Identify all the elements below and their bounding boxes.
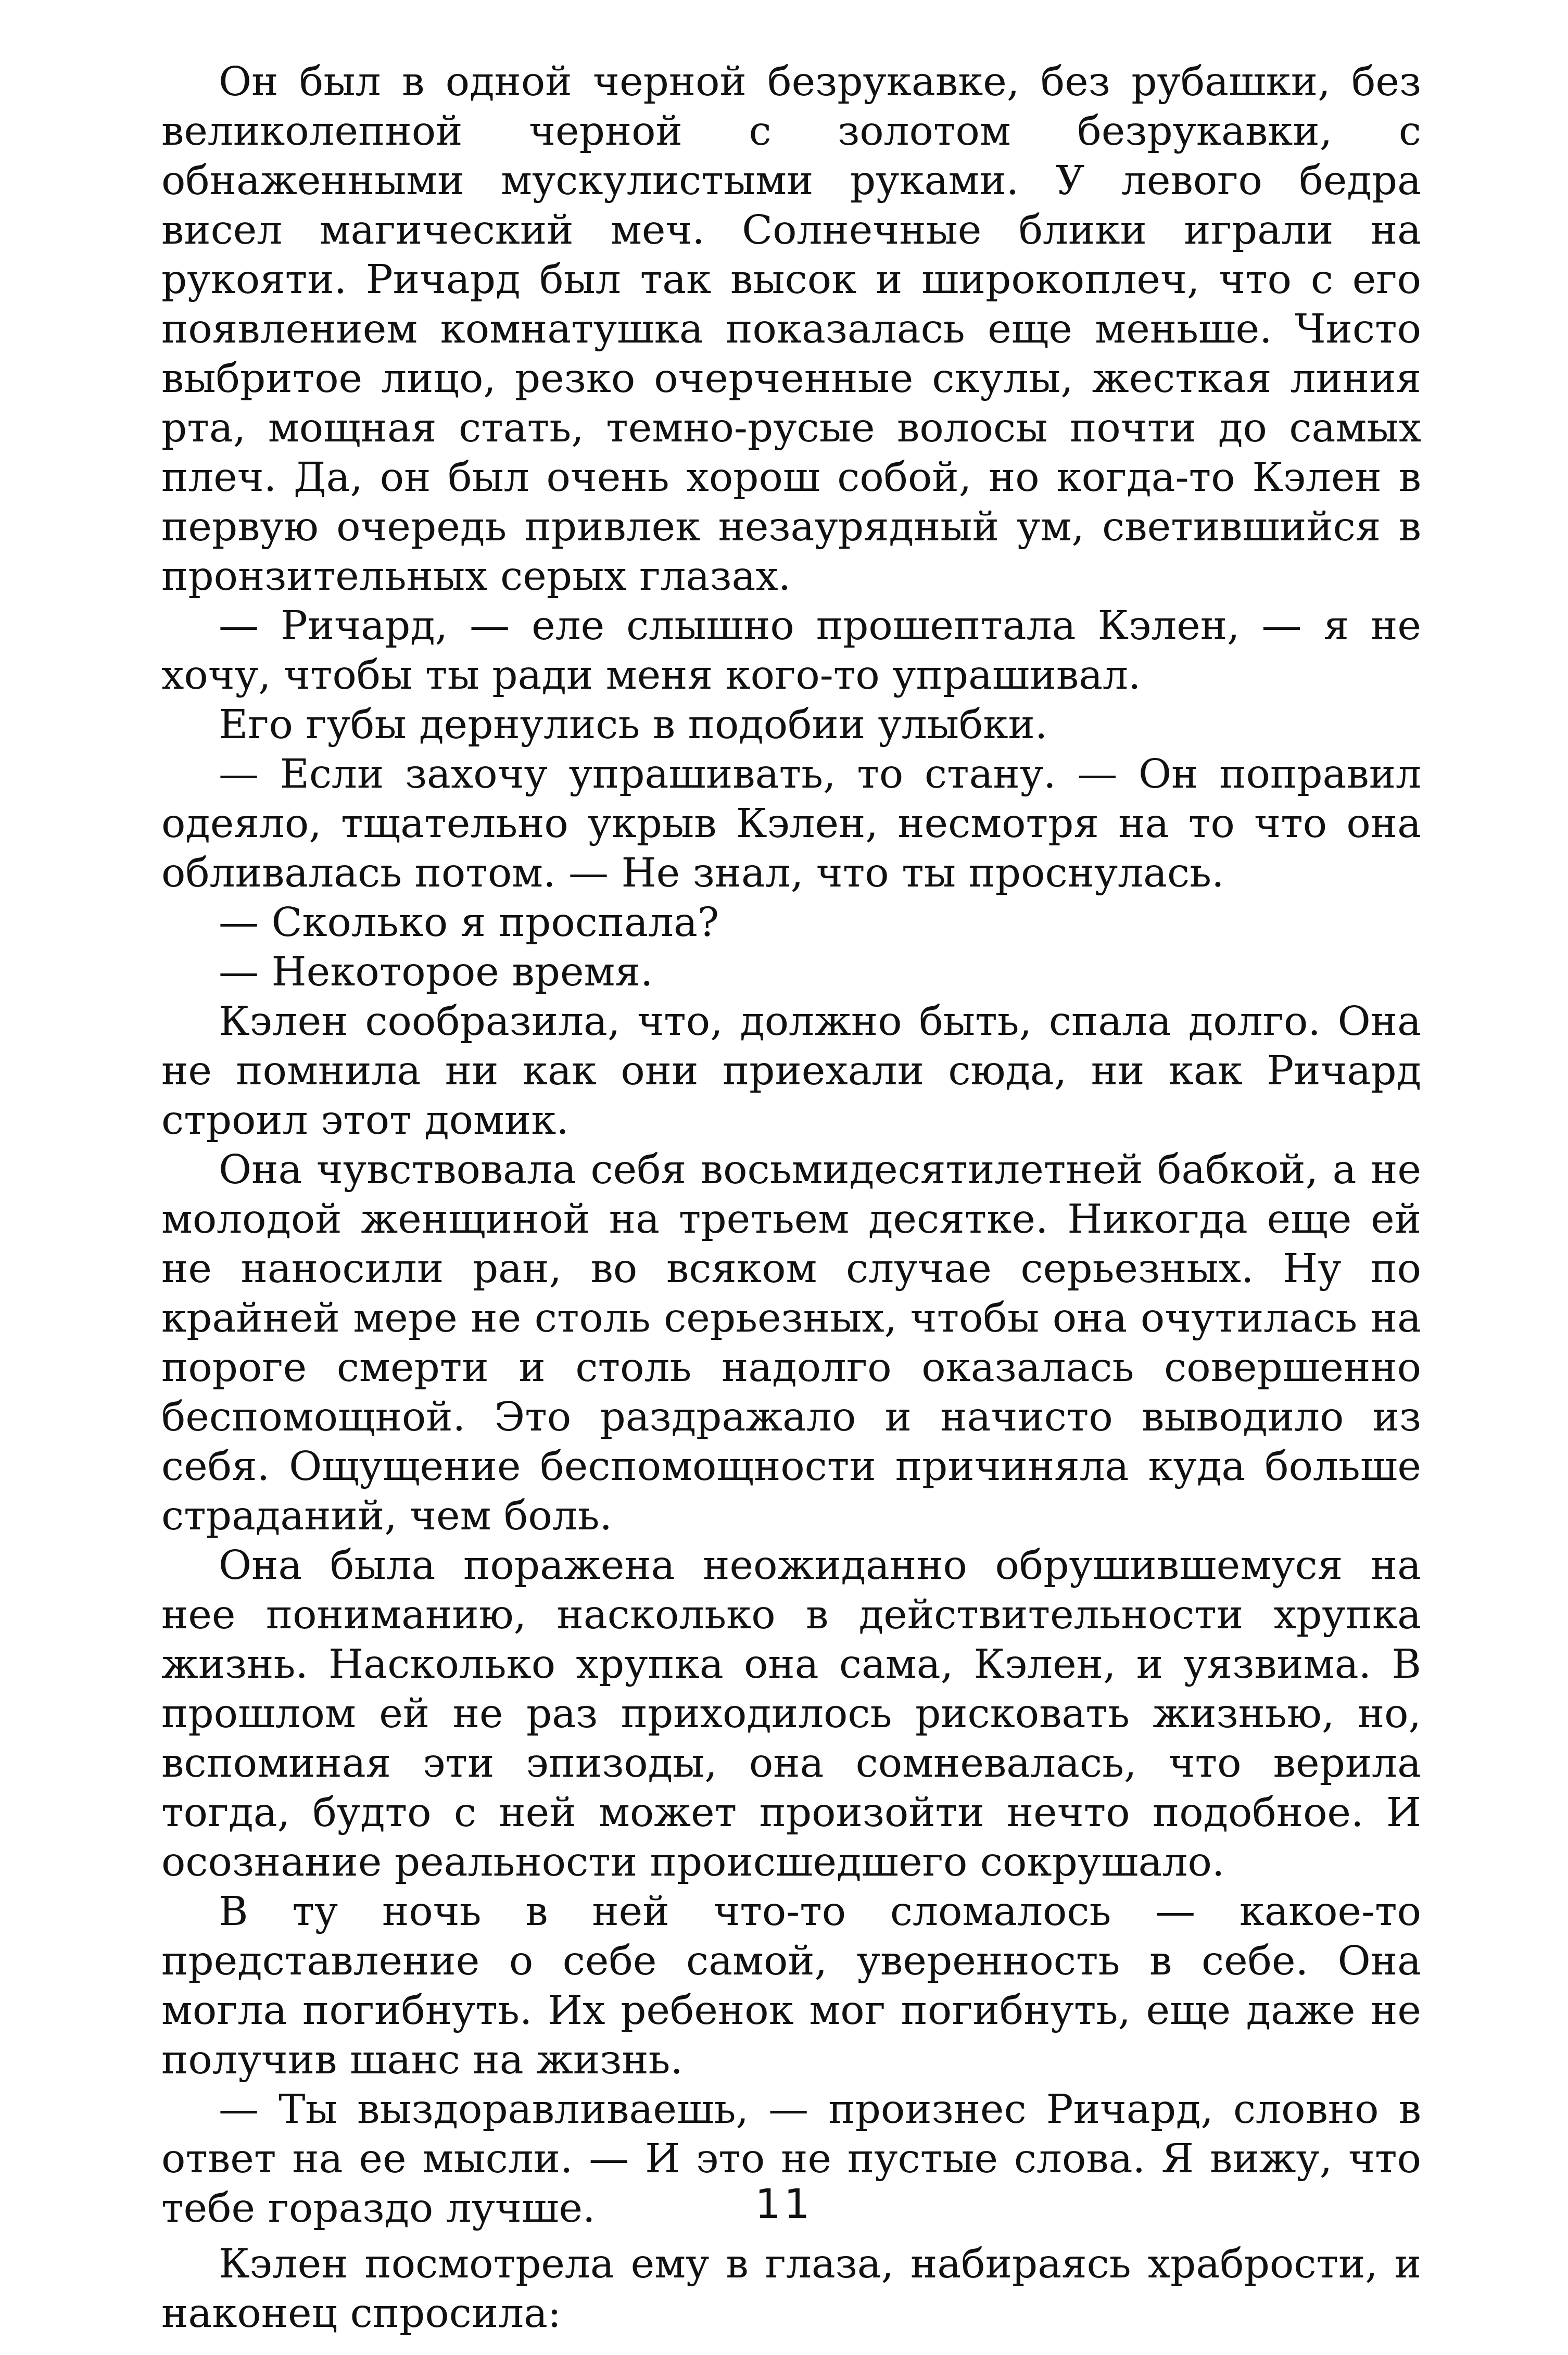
page-body-text [161, 57, 1421, 2338]
paragraph-something-broke: В ту ночь в ней что-то сломалось — какое-то представление о себе самой, уверенность в себе. Она могла погибнуть. Их ребенок мог погибнуть, еще даже не получив шанс на жизнь. [161, 1889, 1421, 2083]
paragraph-smile: Его губы дернулись в подобии улыбки. [219, 702, 1048, 748]
paragraph-dialogue-plea: — Ричард, — еле слышно прошептала Кэлен, — я не хочу, чтобы ты ради меня кого-то упрашивал. [161, 603, 1421, 699]
paragraph-felt-old: Она чувствовала себя восьмидесятилетней бабкой, а не молодой женщиной на третьем десятке. Никогда еще ей не наносили ран, во всяком случае серьезных. Ну по крайней мере не столь серьезных, чтобы она очутилась на пороге смерти и столь надолго оказалась совершенно беспомощной. Это раздражало и начисто выводило из себя. Ощущение беспомощности причиняла куда больше страданий, чем боль. [161, 1147, 1421, 1539]
page-number: 11 [755, 2181, 813, 2228]
paragraph-dialogue-recovering: — Ты выздоравливаешь, — произнес Ричард, словно в ответ на ее мысли. — И это не пустые слова. Я вижу, что тебе гораздо лучше. [161, 2086, 1421, 2232]
paragraph-slept-long: Кэлен сообразила, что, должно быть, спала долго. Она не помнила ни как они приехали сюда, ни как Ричард строил этот домик. [161, 998, 1421, 1144]
paragraph-fragile-life: Она была поражена неожиданно обрушившемуся на нее пониманию, насколько в действительности хрупка жизнь. Насколько хрупка она сама, Кэлен, и уязвима. В прошлом ей не раз приходилось рисковать жизнью, но, вспоминая эти эпизоды, она сомневалась, что верила тогда, будто с ней может произойти нечто подобное. И осознание реальности происшедшего сокрушало. [161, 1542, 1421, 1885]
paragraph-richard-description: Он был в одной черной безрукавке, без рубашки, без великолепной черной с золотом безрукавки, с обнаженными мускулистыми руками. У левого бедра висел магический меч. Солнечные блики играли на рукояти. Ричард был так высок и широкоплеч, что с его появлением комнатушка показалась еще меньше. Чисто выбритое лицо, резко очерченные скулы, жесткая линия рта, мощная стать, темно-русые волосы почти до самых плеч. Да, он был очень хорош собой, но когда-то Кэлен в первую очередь привлек незаурядный ум, светившийся в пронзительных серых глазах. [161, 59, 1421, 600]
paragraph-dialogue-some-time: — Некоторое время. [219, 949, 653, 995]
paragraph-dialogue-blanket: — Если захочу упрашивать, то стану. — Он поправил одеяло, тщательно укрыв Кэлен, несмотря на то что она обливалась потом. — Не знал, что ты проснулась. [161, 751, 1421, 896]
paragraph-dialogue-how-long: — Сколько я проспала? [219, 900, 719, 946]
paragraph-kahlan-asked: Кэлен посмотрела ему в глаза, набираясь храбрости, и наконец спросила: [161, 2241, 1421, 2337]
